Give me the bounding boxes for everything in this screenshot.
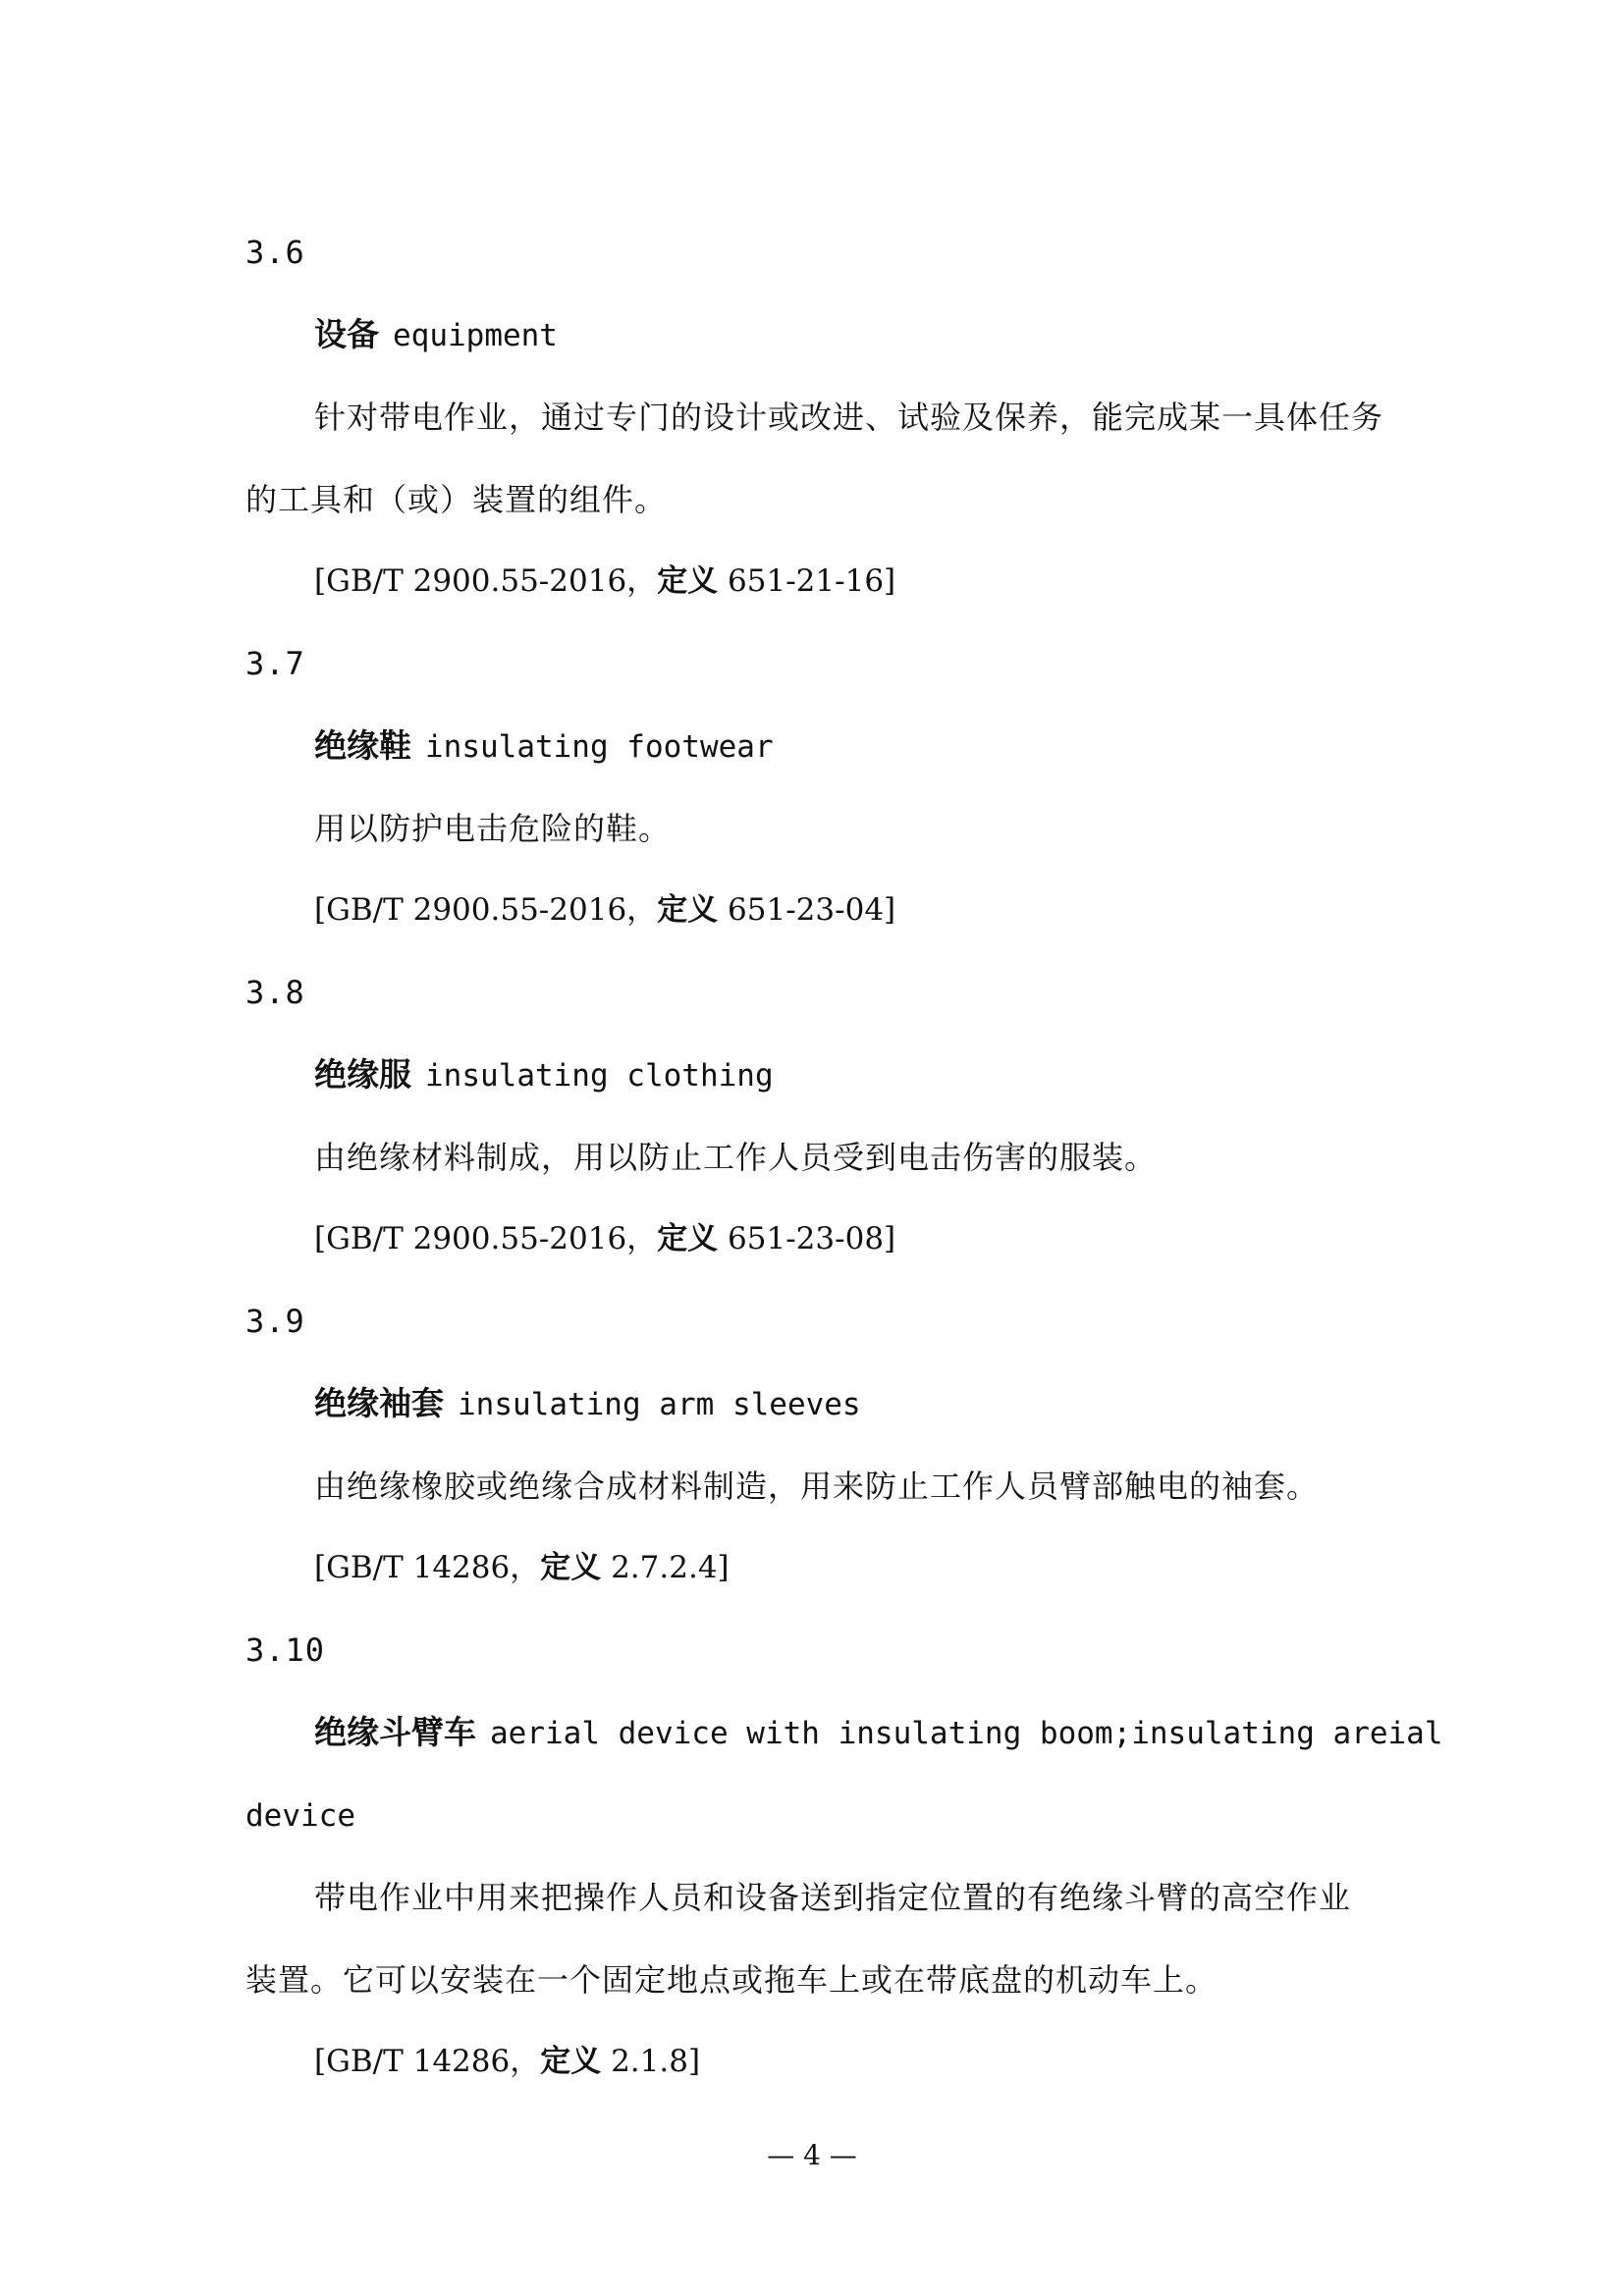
term-english: insulating clothing: [425, 1058, 774, 1094]
source-clause: 651-21-16]: [718, 563, 896, 599]
source-reference: [314, 890, 895, 930]
term-heading-continued: [245, 1795, 355, 1836]
term-english: equipment: [393, 318, 558, 353]
term-english: aerial device with insulating boom;insulating areial: [490, 1716, 1443, 1751]
term-english-continued: device: [245, 1798, 355, 1834]
source-ref: [GB/T 14286，: [314, 1550, 541, 1585]
clause-number: 3.8: [245, 974, 305, 1011]
source-reference: [314, 2042, 700, 2081]
clause-number: 3.7: [245, 645, 305, 682]
term-heading: [314, 315, 558, 355]
term-english: insulating arm sleeves: [458, 1387, 861, 1422]
source-label: 定义: [540, 2044, 602, 2079]
source-clause: 651-23-04]: [718, 892, 896, 928]
source-ref: [GB/T 2900.55-2016，: [314, 563, 658, 599]
source-reference: [314, 1219, 895, 1258]
term-chinese: 绝缘斗臂车: [314, 1713, 476, 1751]
term-chinese: 设备: [314, 315, 379, 353]
term-chinese: 绝缘袖套: [314, 1384, 444, 1422]
source-label: 定义: [657, 1221, 719, 1256]
definition-line: 由绝缘材料制成，用以防止工作人员受到电击伤害的服装。: [314, 1139, 1158, 1176]
term-english: insulating footwear: [425, 729, 774, 765]
term-chinese: 绝缘鞋: [314, 726, 411, 765]
clause-number: 3.6: [245, 234, 305, 271]
term-heading: [314, 726, 774, 767]
source-clause: 651-23-08]: [718, 1221, 896, 1256]
term-heading: [314, 1384, 861, 1424]
source-reference: [314, 561, 895, 601]
source-label: 定义: [657, 563, 719, 599]
definition-line: 装置。它可以安装在一个固定地点或拖车上或在带底盘的机动车上。: [245, 1961, 1218, 1999]
term-chinese: 绝缘服: [314, 1055, 411, 1094]
term-heading: [314, 1713, 1443, 1753]
clause-number: 3.9: [245, 1303, 305, 1340]
definition-line: 用以防护电击危险的鞋。: [314, 810, 672, 847]
source-ref: [GB/T 2900.55-2016，: [314, 1221, 658, 1256]
source-ref: [GB/T 2900.55-2016，: [314, 892, 658, 928]
page-number: — 4 —: [767, 2139, 857, 2171]
definition-line: 由绝缘橡胶或绝缘合成材料制造，用来防止工作人员臂部触电的袖套。: [314, 1468, 1320, 1505]
source-label: 定义: [540, 1550, 602, 1585]
definition-line: 带电作业中用来把操作人员和设备送到指定位置的有绝缘斗臂的高空作业: [314, 1879, 1352, 1916]
definition-line: 的工具和（或）装置的组件。: [245, 481, 668, 518]
definition-line: 针对带电作业，通过专门的设计或改进、试验及保养，能完成某一具体任务: [314, 399, 1384, 436]
clause-number: 3.10: [245, 1631, 326, 1669]
term-heading: [314, 1055, 774, 1095]
source-label: 定义: [657, 892, 719, 928]
source-ref: [GB/T 14286，: [314, 2044, 541, 2079]
source-reference: [314, 1548, 730, 1587]
source-clause: 2.1.8]: [601, 2044, 701, 2079]
source-clause: 2.7.2.4]: [601, 1550, 730, 1585]
